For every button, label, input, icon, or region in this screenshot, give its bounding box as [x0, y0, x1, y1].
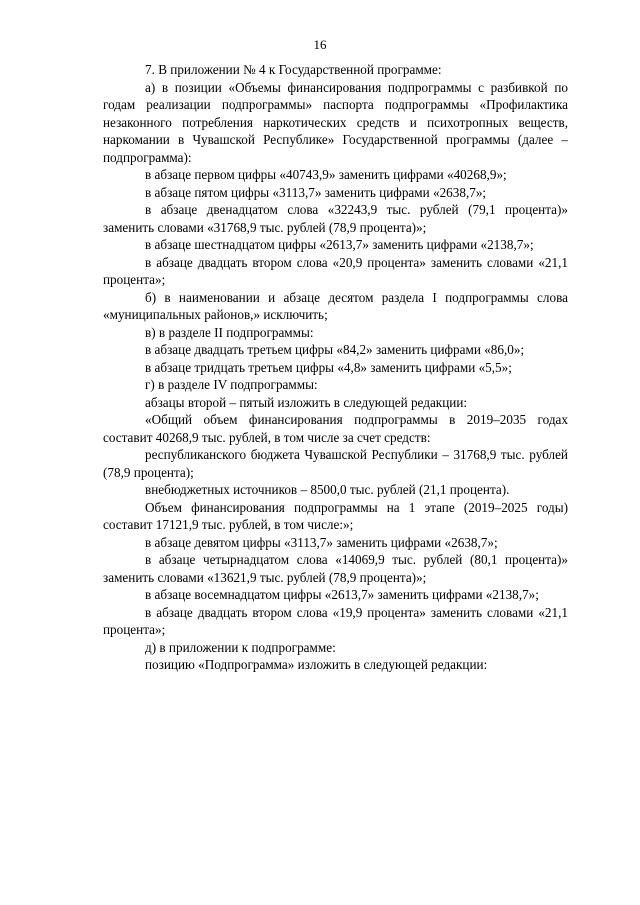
paragraph: г) в разделе IV подпрограммы: [145, 377, 318, 392]
document-body [103, 61, 568, 674]
paragraph: в абзаце первом цифры «40743,9» заменить цифрами «40268,9»; [145, 167, 507, 182]
paragraph: в абзаце восемнадцатом цифры «2613,7» заменить цифрами «2138,7»; [145, 587, 539, 602]
paragraph: внебюджетных источников – 8500,0 тыс. рублей (21,1 процента). [145, 482, 510, 497]
paragraph: Объем финансирования подпрограммы на 1 этапе (2019–2025 годы) составит 17121,9 тыс. рублей, в том числе:»; [103, 499, 568, 532]
paragraph: республиканского бюджета Чувашской Республики – 31768,9 тыс. рублей (78,9 процента); [103, 447, 568, 480]
paragraph: в абзаце пятом цифры «3113,7» заменить цифрами «2638,7»; [145, 184, 487, 200]
paragraph: в абзаце двадцать втором слова «20,9 процента» заменить словами «21,1 процента»; [103, 254, 568, 287]
paragraph: в абзаце шестнадцатом цифры «2613,7» заменить цифрами «2138,7»; [145, 237, 534, 252]
paragraph: в абзаце тридцать третьем цифры «4,8» заменить цифрами «5,5»; [145, 359, 512, 375]
paragraph: в абзаце двадцать третьем цифры «84,2» заменить цифрами «86,0»; [145, 342, 525, 357]
paragraph: «Общий объем финансирования подпрограммы в 2019–2035 годах составит 40268,9 тыс. рублей, в том числе за счет средств: [103, 412, 568, 445]
page-number: 16 [313, 37, 327, 52]
paragraph: в абзаце четырнадцатом слова «14069,9 тыс. рублей (80,1 процента)» заменить словами «13621,9 тыс. рублей (78,9 процента)»; [103, 552, 568, 585]
paragraph: в) в разделе II подпрограммы: [145, 324, 314, 340]
paragraph: д) в приложении к подпрограмме: [145, 639, 336, 655]
paragraph: б) в наименовании и абзаце десятом раздела I подпрограммы слова «муниципальных районов,» исключить; [103, 289, 568, 322]
paragraph: а) в позиции «Объемы финансирования подпрограммы с разбивкой по годам реализации подпрограммы» паспорта подпрограммы «Профилактика незаконного потребления наркотических средств и психотропных веществ, наркомании в Чувашской Республике» Государственной программы (далее – подпрограмма): [103, 79, 568, 165]
paragraph: позицию «Подпрограмма» изложить в следующей редакции: [145, 657, 488, 672]
paragraph: абзацы второй – пятый изложить в следующей редакции: [145, 394, 468, 410]
paragraph: в абзаце девятом цифры «3113,7» заменить цифрами «2638,7»; [145, 534, 498, 550]
paragraph: в абзаце двадцать втором слова «19,9 процента» заменить словами «21,1 процента»; [103, 604, 568, 637]
paragraph: 7. В приложении № 4 к Государственной программе: [145, 62, 442, 77]
paragraph: в абзаце двенадцатом слова «32243,9 тыс. рублей (79,1 процента)» заменить словами «31768,9 тыс. рублей (78,9 процента)»; [103, 202, 568, 235]
